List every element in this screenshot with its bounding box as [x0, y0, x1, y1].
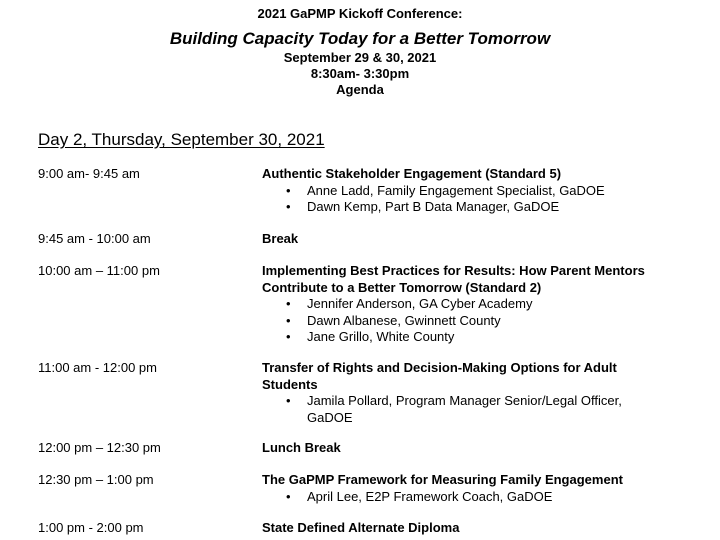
- agenda-time: 9:00 am- 9:45 am: [38, 166, 140, 181]
- speaker-item: [262, 489, 702, 506]
- bullet-icon: •: [286, 199, 291, 214]
- bullet-icon: •: [286, 393, 291, 408]
- agenda-time: 1:00 pm - 2:00 pm: [38, 520, 144, 535]
- agenda-title: Implementing Best Practices for Results: How Parent Mentors Contribute to a Better Tomorrow (Standard 2): [262, 263, 645, 295]
- agenda-time: 9:45 am - 10:00 am: [38, 231, 151, 246]
- speaker-text: Jane Grillo, White County: [307, 329, 455, 344]
- speaker-text: Jamila Pollard, Program Manager Senior/Legal Officer, GaDOE: [307, 393, 622, 425]
- agenda-title: State Defined Alternate Diploma: [262, 520, 460, 535]
- speaker-text: Jennifer Anderson, GA Cyber Academy: [307, 296, 533, 311]
- agenda-title: The GaPMP Framework for Measuring Family Engagement: [262, 472, 623, 487]
- speaker-list: [262, 489, 702, 506]
- agenda-title: Break: [262, 231, 299, 246]
- bullet-icon: •: [286, 296, 291, 311]
- speaker-item: [262, 199, 682, 216]
- speaker-item: [262, 183, 682, 200]
- bullet-icon: •: [286, 488, 291, 504]
- agenda-time: 12:30 pm – 1:00 pm: [38, 472, 154, 487]
- conference-hours: 8:30am- 3:30pm: [310, 66, 410, 81]
- speaker-item: [262, 313, 682, 330]
- agenda-time: 11:00 am - 12:00 pm: [38, 360, 157, 375]
- bullet-icon: •: [286, 182, 291, 198]
- bullet-icon: •: [286, 312, 291, 328]
- speaker-item: [262, 393, 652, 426]
- speaker-list: [262, 296, 682, 346]
- day-heading: Day 2, Thursday, September 30, 2021: [38, 130, 325, 149]
- speaker-text: Anne Ladd, Family Engagement Specialist, GaDOE: [307, 182, 605, 198]
- agenda-time: 10:00 am – 11:00 pm: [38, 263, 160, 278]
- conference-dates: September 29 & 30, 2021: [283, 50, 437, 65]
- conference-title: 2021 GaPMP Kickoff Conference:: [257, 6, 463, 21]
- agenda-time: 12:00 pm – 12:30 pm: [38, 440, 161, 455]
- speaker-list: [262, 393, 652, 426]
- agenda-title: Authentic Stakeholder Engagement (Standard 5): [262, 166, 562, 181]
- speaker-item: [262, 296, 682, 313]
- bullet-icon: •: [286, 329, 291, 344]
- agenda-title: Transfer of Rights and Decision-Making Options for Adult Students: [262, 360, 617, 392]
- agenda-label: Agenda: [336, 82, 384, 97]
- speaker-item: [262, 329, 682, 346]
- agenda-title: Lunch Break: [262, 440, 341, 455]
- speaker-text: Dawn Albanese, Gwinnett County: [307, 312, 501, 328]
- speaker-text: Dawn Kemp, Part B Data Manager, GaDOE: [307, 199, 560, 214]
- speaker-text: April Lee, E2P Framework Coach, GaDOE: [307, 488, 553, 504]
- speaker-list: [262, 183, 682, 216]
- conference-theme: Building Capacity Today for a Better Tomorrow: [169, 29, 551, 48]
